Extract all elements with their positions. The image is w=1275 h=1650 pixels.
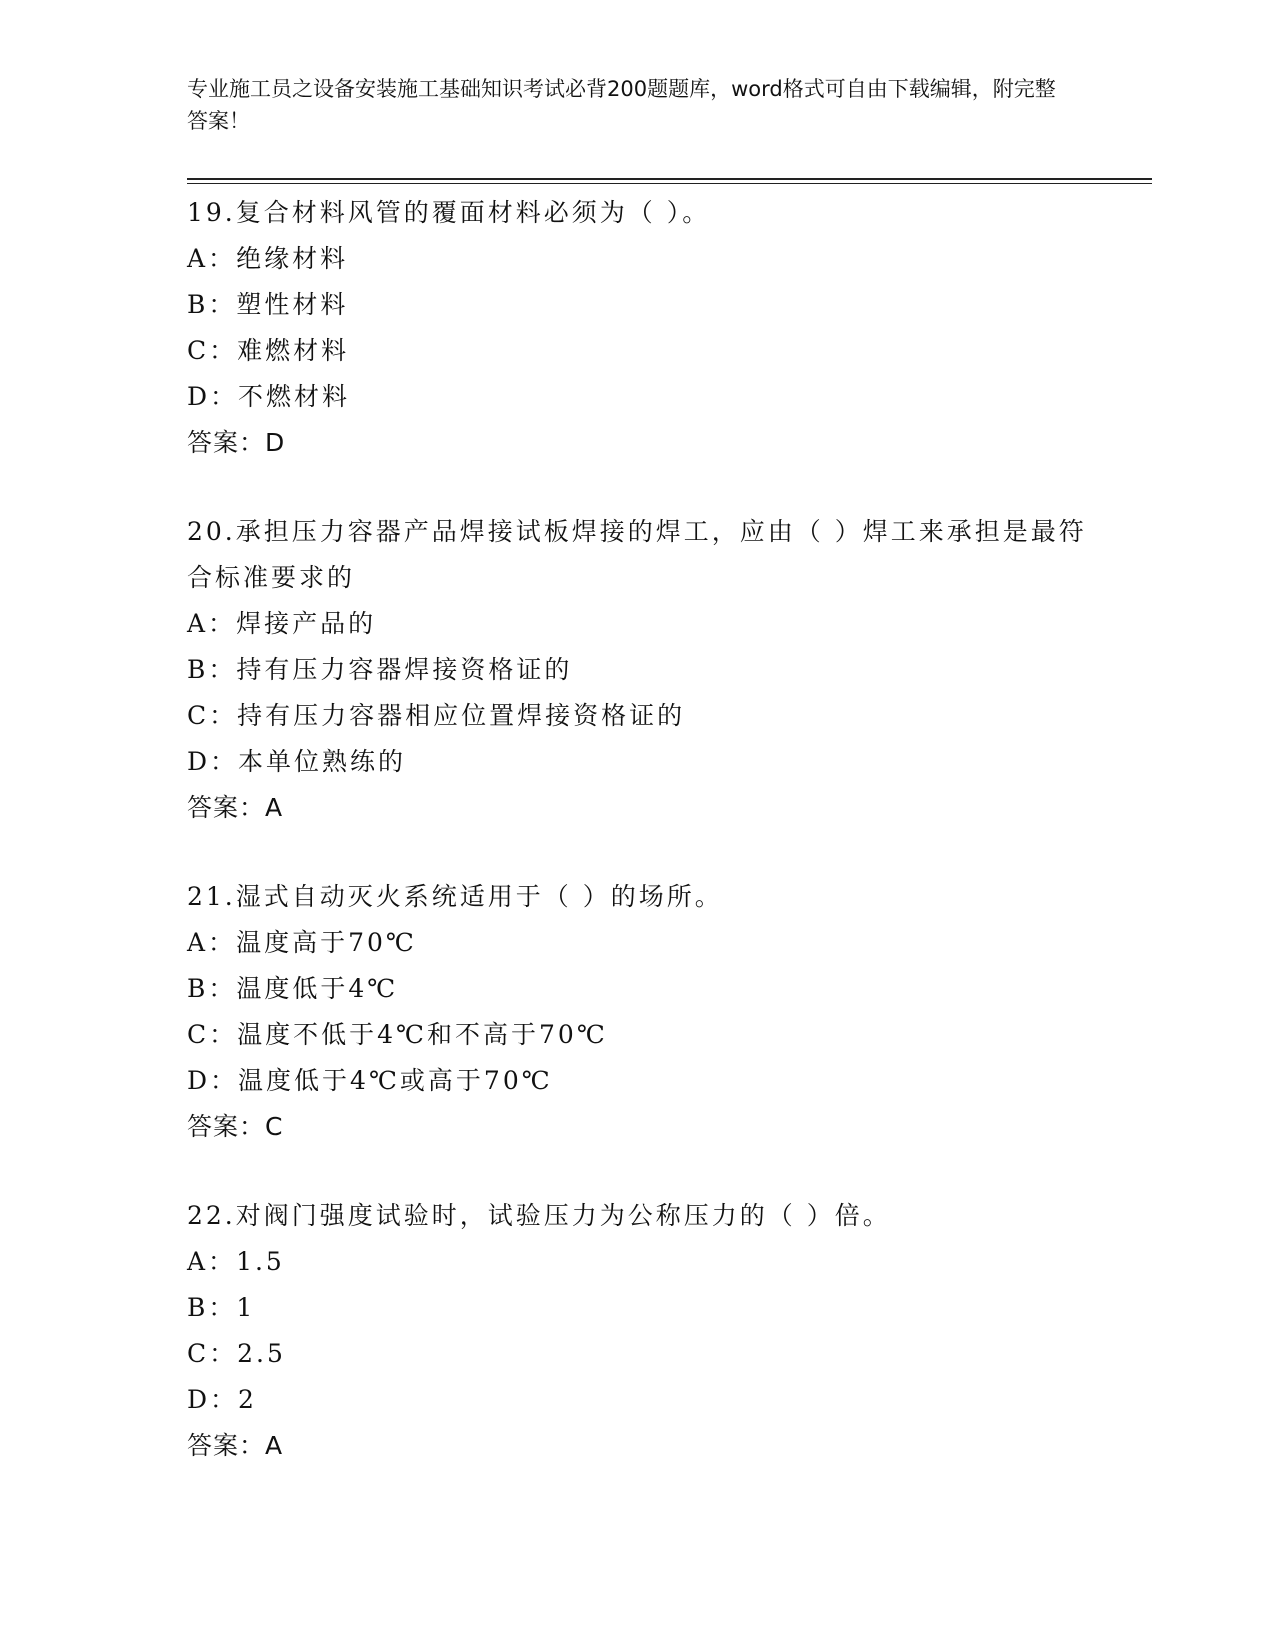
- question-20: [187, 509, 1087, 831]
- option-c: [187, 1331, 1087, 1377]
- option-text: 温度低于4℃: [236, 974, 399, 1003]
- answer-line: 答案：A: [187, 793, 284, 822]
- header-divider-thick: [187, 178, 1152, 180]
- option-text: 2: [238, 1385, 257, 1414]
- option-letter: B：: [187, 655, 237, 684]
- option-letter: C：: [187, 701, 238, 730]
- option-letter: D：: [187, 382, 239, 411]
- option-a: [187, 1239, 1087, 1285]
- answer-line: 答案：A: [187, 1431, 284, 1460]
- option-d: [187, 739, 1087, 785]
- option-letter: C：: [187, 1020, 238, 1049]
- question-stem: 22.对阀门强度试验时，试验压力为公称压力的（ ）倍。: [187, 1201, 891, 1230]
- option-letter: B：: [187, 1293, 237, 1322]
- option-d: [187, 374, 1087, 420]
- option-b: [187, 966, 1087, 1012]
- option-letter: D：: [187, 1385, 239, 1414]
- option-letter: B：: [187, 290, 237, 319]
- option-letter: A：: [187, 1247, 237, 1276]
- option-text: 1.5: [236, 1247, 285, 1276]
- option-d: [187, 1058, 1087, 1104]
- option-text: 温度不低于4℃和不高于70℃: [237, 1020, 608, 1049]
- question-19: [187, 190, 1087, 466]
- question-stem: 20.承担压力容器产品焊接试板焊接的焊工，应由（ ）焊工来承担是最符合标准要求的: [187, 517, 1087, 592]
- option-text: 难燃材料: [237, 336, 350, 365]
- answer-line: 答案：C: [187, 1112, 284, 1141]
- option-text: 塑性材料: [236, 290, 349, 319]
- option-a: [187, 236, 1087, 282]
- option-letter: D：: [187, 1066, 239, 1095]
- option-c: [187, 328, 1087, 374]
- option-letter: A：: [187, 244, 237, 273]
- option-text: 温度高于70℃: [236, 928, 417, 957]
- option-text: 不燃材料: [238, 382, 351, 411]
- option-letter: D：: [187, 747, 239, 776]
- option-text: 持有压力容器焊接资格证的: [236, 655, 573, 684]
- option-c: [187, 693, 1087, 739]
- option-b: [187, 282, 1087, 328]
- question-stem: 19.复合材料风管的覆面材料必须为（ ）。: [187, 198, 711, 227]
- document-header: 专业施工员之设备安装施工基础知识考试必背200题题库，word格式可自由下载编辑，附完整答案！: [187, 77, 1056, 133]
- option-letter: B：: [187, 974, 237, 1003]
- option-text: 本单位熟练的: [238, 747, 407, 776]
- header-divider-thin: [187, 183, 1152, 184]
- option-c: [187, 1012, 1087, 1058]
- question-list: [187, 190, 1087, 1469]
- option-text: 绝缘材料: [236, 244, 349, 273]
- option-text: 持有压力容器相应位置焊接资格证的: [237, 701, 686, 730]
- option-a: [187, 920, 1087, 966]
- option-letter: C：: [187, 336, 238, 365]
- option-a: [187, 601, 1087, 647]
- option-d: [187, 1377, 1087, 1423]
- option-text: 焊接产品的: [236, 609, 377, 638]
- answer-line: 答案：D: [187, 428, 286, 457]
- question-stem: 21.湿式自动灭火系统适用于（ ）的场所。: [187, 882, 723, 911]
- option-letter: A：: [187, 928, 237, 957]
- option-text: 1: [236, 1293, 256, 1322]
- option-letter: A：: [187, 609, 237, 638]
- option-letter: C：: [187, 1339, 238, 1368]
- option-b: [187, 647, 1087, 693]
- option-b: [187, 1285, 1087, 1331]
- option-text: 2.5: [237, 1339, 286, 1368]
- question-21: [187, 874, 1087, 1150]
- option-text: 温度低于4℃或高于70℃: [238, 1066, 553, 1095]
- question-22: [187, 1193, 1087, 1469]
